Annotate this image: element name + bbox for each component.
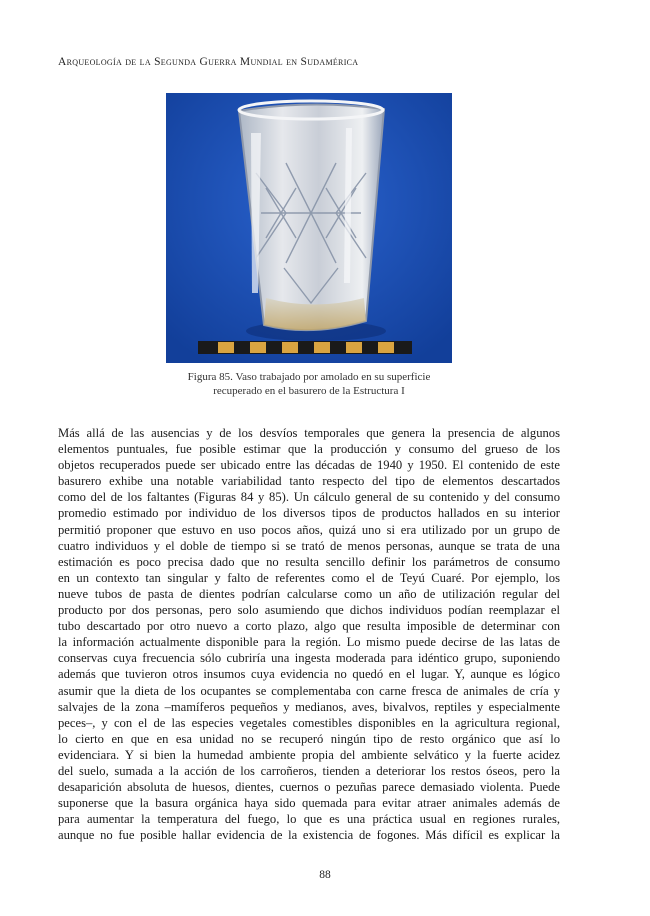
- text-line: basurero exhibe una notable variabilidad tanto respecto del tipo de elementos descartados: [58, 474, 560, 489]
- text-line: cuatro individuos y el doble de tiempo si se trató de menos personas, aunque se trata de una: [58, 538, 560, 553]
- text-line: evidenciara. Y si bien la humedad ambiente propia del ambiente selvático y la fuerte acidez: [58, 747, 560, 762]
- text-line: aunque no fue posible hallar evidencia de la existencia de fogones. Más difícil es explicar la: [58, 828, 560, 843]
- text-line: del suelo, sumada a la acción de los carroñeros, tienden a deteriorar los restos óseos, pero la: [58, 763, 560, 778]
- figure-caption: [150, 370, 468, 398]
- body-paragraph: [58, 425, 560, 843]
- running-header: Arqueología de la Segunda Guerra Mundial en Sudamérica: [58, 56, 359, 68]
- text-line: en un contexto tan singular y falto de referentes como el de Teyú Cuaré. Por ejemplo, los: [58, 570, 560, 585]
- cut-glass-tumbler-photo-icon: [166, 93, 452, 363]
- text-line: producto por dos personas, pero solo asumiendo que dichos individuos podían reemplazar el: [58, 603, 560, 618]
- text-line: conservas cuya frecuencia sólo cubriría una ingesta moderada para idéntico grupo, suponiendo: [58, 651, 560, 666]
- page-number: 88: [319, 869, 331, 881]
- text-line: elementos puntuales, fue posible estimar que la producción y consumo del grueso de los: [58, 442, 560, 457]
- text-line: la información actualmente disponible para la región. Lo mismo puede decirse de las latas de: [58, 635, 560, 650]
- figure-photo: [166, 93, 452, 363]
- text-line: nueve tubos de pasta de dientes podrían calcularse como un año de utilización regular del: [58, 586, 560, 601]
- text-line: peces–, y con el de las especies vegetales comestibles disponibles en la agricultura regional,: [58, 715, 560, 730]
- text-line: tubo descartado por otro nuevo a corto plazo, algo que resulta imposible de determinar con: [58, 619, 560, 634]
- text-line: además que tuvieron otros insumos cuya evidencia no quedó en el lugar. Y, aunque es lógico: [58, 667, 560, 682]
- text-line: Más allá de las ausencias y de los desvíos temporales que genera la presencia de algunos: [58, 426, 560, 440]
- text-line: para aumentar la temperatura del fuego, lo que es una práctica usual en regiones rurales,: [58, 812, 560, 827]
- text-line: estimación es poco precisa dado que no resulta sencillo definir los parámetros de consumo: [58, 554, 560, 569]
- text-line: lo cierto en que en esa unidad no se recuperó ningún tipo de resto orgánico que así lo: [58, 731, 560, 746]
- text-line: objetos recuperados puede ser ubicado entre las décadas de 1940 y 1950. El contenido de este: [58, 458, 560, 473]
- text-line: permitió proponer que estuvo en uso pocos años, quizá uno si era utilizado por un grupo de: [58, 522, 560, 537]
- text-line: salvajes de la zona –mamíferos pequeños y medianos, aves, bivalvos, reptiles y especialmente: [58, 699, 560, 714]
- text-line: desaparición absoluta de huesos, dientes, cuernos o pezuñas parece demasiado violenta. Puede: [58, 780, 560, 795]
- caption-line: recuperado en el basurero de la Estructura I: [213, 385, 405, 397]
- text-line: promedio estimado por individuo de los diversos tipos de productos hallados en su interior: [58, 506, 560, 521]
- caption-line: Figura 85. Vaso trabajado por amolado en su superficie: [187, 371, 431, 383]
- text-line: suponerse que la basura orgánica haya sido quemada para evitar atraer animales además de: [58, 796, 560, 811]
- text-line: asumir que la dieta de los ocupantes se complementaba con carne fresca de animales de cría y: [58, 683, 560, 698]
- text-line: como del de los faltantes (Figuras 84 y 85). Un cálculo general de su contenido y del consumo: [58, 490, 560, 505]
